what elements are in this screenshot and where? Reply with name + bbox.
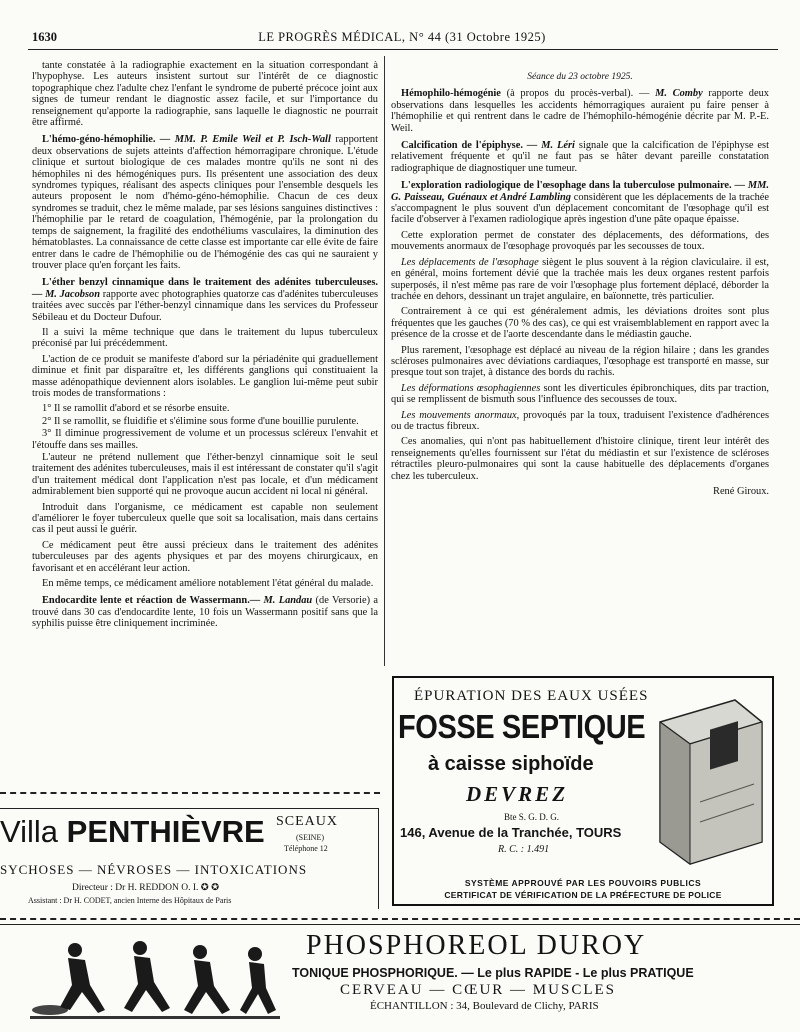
villa-place: SCEAUX	[276, 814, 339, 829]
paragraph: Les déformations œsophagiennes sont les diverticules épibronchiques, dits par traction, qui se remplissent de bismuth sous l'influence des secousses de toux.	[391, 382, 769, 406]
villa-dept: (SEINE)	[296, 833, 324, 842]
paragraph: Introduit dans l'organisme, ce médicament est capable non seulement d'améliorer le foyer tuberculeux quelle que soit sa localisation, mais dans certains cas il peut aussi le guérir.	[32, 501, 378, 536]
villa-phone: Téléphone 12	[284, 844, 328, 853]
paragraph: tante constatée à la radiographie exactement en la situation correspondant à l'hypophyse. Les auteurs insistent surtout sur l'intérêt de ce diagnostic topographique chez l'adulte chez l'enfant le syndrome de puberté précoce joint aux signes de tumeur rendant le diagnostic assez facile, et sur l'importance du renseignement qu'apporte la radiographie, sans laquelle le diagnostic ne pourrait être affirmé.	[32, 60, 378, 129]
article-calcification: Calcification de l'épiphyse. — M. Léri signale que la calcification de l'épiphyse est relativement fréquente et qu'il ne faut pas se hâter devant pareille constatation radiographique de diagnostiquer une tumeur.	[391, 140, 769, 174]
article-hemo-geno: L'hémo-géno-hémophilie. — MM. P. Emile Weil et P. Isch-Wall rapportent deux observations de sujets atteints d'affection hémorragipare chronique. L'étude clinique et surtout biologique de ces malades montre qu'ils ne sont ni des hémophiles ni des hémogéniques purs. Ils présentent une association des deux syndromes typiques, réalisant des aspects cliniques pour l'ensemble desquels les auteurs proposent le nom d'hémo-géno-hémophilie. Chacun de ces deux syndromes se traduit, chez le même malade, par ses lésions sanguines distinctives : l'hémophilie par le retard de coagulation, l'hémogénie, par la prolongation du temps de saignement, la fragilité des endothéliums vasculaires, la diminution des hématoblastes. La connaissance de cette classe est importante car elle évite de faire entrer dans le cadre de l'hémophilie ou de l'hémogénie des cas qui ne sauraient y trouver place qu'en forçant les faits.	[32, 134, 379, 271]
ad-headline: FOSSE SEPTIQUE	[398, 708, 646, 745]
paragraph: Les déplacements de l'œsophage siègent le plus souvent à la région claviculaire. il est, en général, moins fortement dévié que la trachée mais les deux organes restent parfois superposés, il n'est même pas rare de voir l'œsophage plus fortement déplacé, déborder la trachée en dehors, dessinant un trajet angulaire, en baïonnette, très particulier.	[391, 256, 769, 302]
phos-brand: PHOSPHOREOL DUROY	[306, 930, 647, 961]
ad-divider	[0, 792, 380, 794]
ad-patent: Bte S. G. D. G.	[504, 812, 560, 822]
advertisement-phosphoreol	[0, 928, 800, 1032]
header-rule	[28, 49, 778, 50]
phos-address: ÉCHANTILLON : 34, Boulevard de Clichy, PARIS	[370, 1000, 599, 1012]
villa-assistant: Assistant : Dr H. CODET, ancien Interne des Hôpitaux de Paris	[28, 896, 232, 905]
paragraph: Contrairement à ce qui est généralement admis, les déviations droites sont plus fréquentes que les gauches (70 % des cas), ce qui est vraisemblablement en rapport avec la présence de la crosse et de l'aorte descendante dans le médiastin gauche.	[391, 306, 769, 341]
article-oesophage: L'exploration radiologique de l'œsophage dans la tuberculose pulmonaire. — MM. G. Paisseau, Guénaux et André Lambling considèrent que les déplacements de la trachée s'accompagnent le plus souvent d'un déplacement concomitant de l'œsophage qu'il est facile d'observer à l'examen radiologique après ingestion d'une pâte opaque épaisse.	[391, 180, 769, 226]
list-item: 3° Il diminue progressivement de volume et un processus scléreux l'envahit et l'étouffe dans ses mailles.	[32, 428, 378, 451]
ad-brand: DEVREZ	[466, 782, 569, 806]
right-column	[391, 72, 769, 501]
ad-address: 146, Avenue de la Tranchée, TOURS	[400, 825, 622, 840]
session-date: Séance du 23 octobre 1925.	[527, 72, 633, 82]
paragraph: Il a suivi la même technique que dans le traitement du lupus tuberculeux préconisé par lui précédemment.	[32, 326, 378, 350]
ad-certificate: CERTIFICAT DE VÉRIFICATION DE LA PRÉFECTURE DE POLICE	[444, 890, 722, 900]
list-item: 1° Il se ramollit d'abord et se résorbe ensuite.	[42, 403, 230, 415]
villa-name: Villa PENTHIÈVRE	[0, 814, 265, 849]
page-number: 1630	[32, 30, 57, 44]
article-ether-benzyl: L'éther benzyl cinnamique dans le traitement des adénites tuberculeuses. — M. Jacobson rapporte avec photographies quatorze cas d'adénites tuberculeuses traitées avec succès par l'éther-benzyl cinnamique dans les services du Professeur Sébileau et du Docteur Dufour.	[32, 277, 378, 323]
paragraph: En même temps, ce médicament améliore notablement l'état général du malade.	[42, 578, 374, 590]
villa-director: Directeur : Dr H. REDDON O. I. ✪ ✪	[72, 883, 220, 893]
journal-title: LE PROGRÈS MÉDICAL, N° 44 (31 Octobre 1925)	[258, 30, 546, 44]
paragraph: Les mouvements anormaux, provoqués par la toux, traduisent l'existence d'adhérences ou de tractus fibreux.	[391, 409, 770, 432]
septic-tank-illustration	[650, 692, 770, 872]
running-figures-illustration	[30, 930, 280, 1025]
ad-tagline: ÉPURATION DES EAUX USÉES	[414, 688, 649, 704]
article-endocardite: Endocardite lente et réaction de Wassermann.— M. Landau (de Versorie) a trouvé dans 30 cas d'endocardite lente, 10 fois un Wassermann positif sans que la syphilis puisse être cliniquement incriminée.	[32, 595, 378, 630]
ad-registry: R. C. : 1.491	[498, 844, 550, 855]
ad-approval: SYSTÈME APPROUVÉ PAR LES POUVOIRS PUBLICS	[464, 878, 702, 888]
left-column	[32, 60, 378, 634]
page-header	[32, 30, 772, 46]
author-signature: René Giroux.	[713, 486, 769, 497]
advertisement-fosse-septique	[392, 676, 774, 906]
villa-specialties: SYCHOSES — NÉVROSES — INTOXICATIONS	[0, 862, 308, 877]
paragraph: Ce médicament peut être aussi précieux dans le traitement des adénites tuberculeuses par des agents physiques et par des moyens chirurgicaux, en favorisant et en accélérant leur action.	[32, 539, 378, 574]
phos-organs: CERVEAU — CŒUR — MUSCLES	[340, 982, 616, 998]
ad-divider	[0, 924, 800, 925]
ad-subheadline: à caisse siphoïde	[428, 753, 594, 775]
paragraph: Ces anomalies, qui n'ont pas habituellement d'histoire clinique, tirent leur intérêt des renseignements qu'elles fournissent sur l'état du médiastin et sur l'existence de scléroses rétractiles pleuro-pulmonaires qui sont la cause habituelle des déplacements d'organes chez les tuberculeux.	[391, 436, 769, 482]
column-divider	[384, 56, 385, 666]
phos-tagline: TONIQUE PHOSPHORIQUE. — Le plus RAPIDE - Le plus PRATIQUE	[292, 966, 694, 980]
advertisement-villa-penthievre	[0, 806, 382, 916]
ad-divider	[0, 918, 800, 920]
paragraph: L'auteur ne prétend nullement que l'éther-benzyl cinnamique soit le seul traitement des adénites tuberculeuses, mais il est intéressant de constater qu'il s'agit d'un traitement médical dont l'application n'est pas locale, et d'un médicament admirablement bien supporté qui ne provoque aucun accident ni local ni général.	[32, 452, 378, 498]
article-hemophilo: Hémophilo-hémogénie (à propos du procès-verbal). — M. Comby rapporte deux observations dans lesquelles les accidents hémorragiques auraient pu faire penser à l'hémophilie et qui rentrent dans le cadre de l'hémophilo-hémogénie décrite par M. P.-E. Weil.	[391, 88, 769, 134]
paragraph: Cette exploration permet de constater des déplacements, des déformations, des mouvements anormaux de l'œsophage provoqués par les secousses de toux.	[391, 229, 769, 253]
paragraph: L'action de ce produit se manifeste d'abord sur la périadénite qui graduellement diminue et finit par disparaître et, les différents ganglions qui constituaient la masse adénopathique deviennent alors isolables. Le ganglion lui-même peut subir trois modes de transformations :	[32, 353, 378, 399]
paragraph: Plus rarement, l'œsophage est déplacé au niveau de la région hilaire ; dans les grandes scléroses pulmonaires avec déviations cardiaques, l'œsophage est transporté en masse, sur presque tout son trajet, à distance des bords du rachis.	[391, 344, 769, 379]
list-item: 2° Il se ramollit, se fluidifie et s'élimine sous forme d'une bouillie purulente.	[42, 415, 359, 427]
